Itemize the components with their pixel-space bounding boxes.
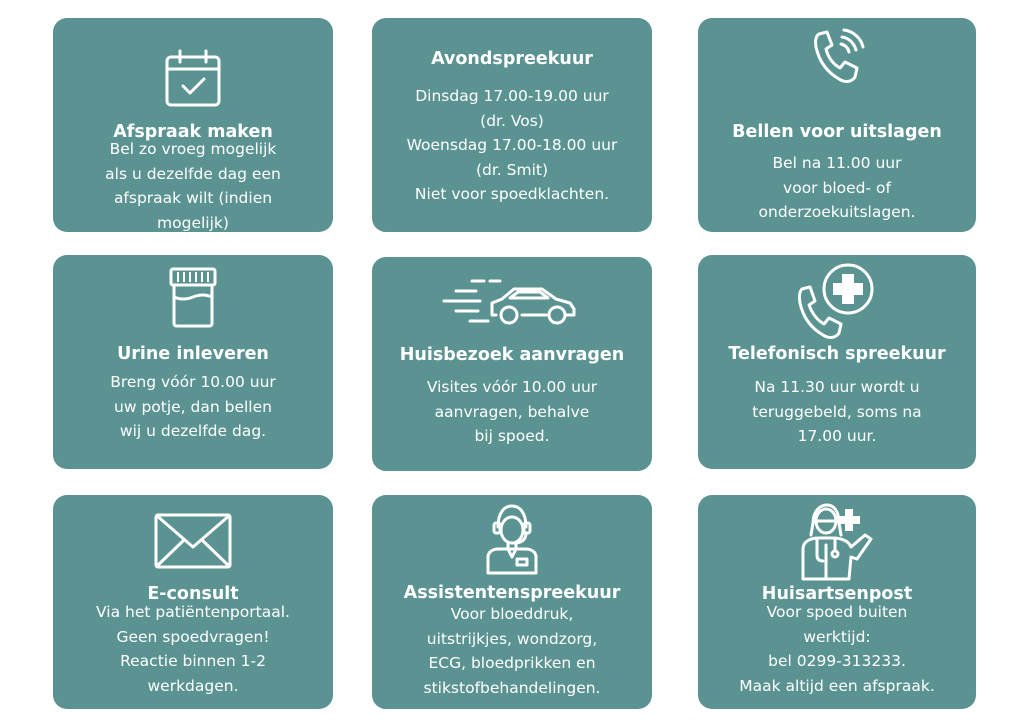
card-afspraak-maken xyxy=(53,18,333,232)
card-text xyxy=(372,375,652,449)
card-avondspreekuur xyxy=(372,18,652,232)
card-text-line: Voor bloeddruk, xyxy=(450,605,574,623)
card-text-line: bel 0299-313233. xyxy=(768,652,906,670)
card-text-line: Maak altijd een afspraak. xyxy=(739,676,935,695)
card-text-line: Woensdag 17.00-18.00 uur xyxy=(406,136,618,154)
card-text xyxy=(698,375,976,449)
urine-cup-icon xyxy=(53,267,333,329)
card-huisartsenpost xyxy=(698,495,976,709)
card-telefonisch-spreekuur xyxy=(698,255,976,469)
card-text-line: Geen spoedvragen! xyxy=(116,627,270,646)
assistant-headset-icon xyxy=(372,503,652,575)
card-text-line: werkdagen. xyxy=(147,676,239,695)
card-text-line: voor bloed- of xyxy=(783,178,891,197)
card-title: Huisbezoek aanvragen xyxy=(399,345,625,365)
card-text-line: Bel na 11.00 uur xyxy=(772,154,902,172)
card-text xyxy=(53,370,333,444)
phone-medical-cross-icon xyxy=(698,261,976,343)
card-assistentenspreekuur xyxy=(372,495,652,709)
card-text-line: Dinsdag 17.00-19.00 uur xyxy=(415,87,609,105)
card-text-line: werktijd: xyxy=(803,627,871,646)
card-text xyxy=(372,602,652,700)
card-urine-inleveren xyxy=(53,255,333,469)
card-text-line: bij spoed. xyxy=(474,427,550,445)
card-text-line: Voor spoed buiten xyxy=(766,603,908,621)
card-text xyxy=(372,84,652,207)
calendar-check-icon xyxy=(53,48,333,108)
card-text-line: Bel zo vroeg mogelijk xyxy=(109,140,277,158)
card-text xyxy=(698,151,976,225)
card-text-line: Reactie binnen 1-2 xyxy=(120,652,266,670)
card-text-line: ECG, bloedprikken en xyxy=(428,654,596,672)
card-text-line: onderzoekuitslagen. xyxy=(758,203,916,221)
card-text-line: als u dezelfde dag een xyxy=(105,164,281,183)
envelope-icon xyxy=(53,513,333,569)
card-text-line: mogelijk) xyxy=(157,213,229,232)
card-text-line: Visites vóór 10.00 uur xyxy=(426,378,598,396)
card-title: E-consult xyxy=(147,584,239,604)
card-e-consult xyxy=(53,495,333,709)
card-title: Bellen voor uitslagen xyxy=(732,122,942,142)
card-bellen-voor-uitslagen xyxy=(698,18,976,232)
card-title: Afspraak maken xyxy=(113,122,273,142)
card-huisbezoek-aanvragen xyxy=(372,257,652,471)
card-text-line: wij u dezelfde dag. xyxy=(119,422,267,440)
card-text xyxy=(53,137,333,235)
card-text-line: Breng vóór 10.00 uur xyxy=(110,373,276,391)
card-text-line: Na 11.30 uur wordt u xyxy=(754,378,920,396)
card-text-line: teruggebeld, soms na xyxy=(752,402,922,421)
phone-ringing-icon xyxy=(698,28,976,88)
speeding-car-icon xyxy=(372,275,652,329)
card-text-line: Via het patiëntenportaal. xyxy=(96,603,290,621)
card-text-line: stikstofbehandelingen. xyxy=(423,678,601,697)
card-title: Telefonisch spreekuur xyxy=(728,344,946,364)
card-text-line: uw potje, dan bellen xyxy=(114,397,272,416)
card-text-line: (dr. Vos) xyxy=(480,111,544,130)
card-text-line: Niet voor spoedklachten. xyxy=(414,185,610,203)
card-text xyxy=(698,600,976,698)
card-text-line: uitstrijkjes, wondzorg, xyxy=(426,629,598,648)
card-text-line: 17.00 uur. xyxy=(797,427,877,445)
card-title: Avondspreekuur xyxy=(431,49,593,69)
card-title: Urine inleveren xyxy=(117,344,269,364)
card-text-line: (dr. Smit) xyxy=(475,160,549,179)
card-title: Assistentenspreekuur xyxy=(403,583,621,603)
doctor-icon xyxy=(698,501,976,581)
card-text xyxy=(53,600,333,698)
card-text-line: aanvragen, behalve xyxy=(434,402,590,421)
card-title: Huisartsenpost xyxy=(761,584,913,604)
card-text-line: afspraak wilt (indien xyxy=(113,189,273,207)
